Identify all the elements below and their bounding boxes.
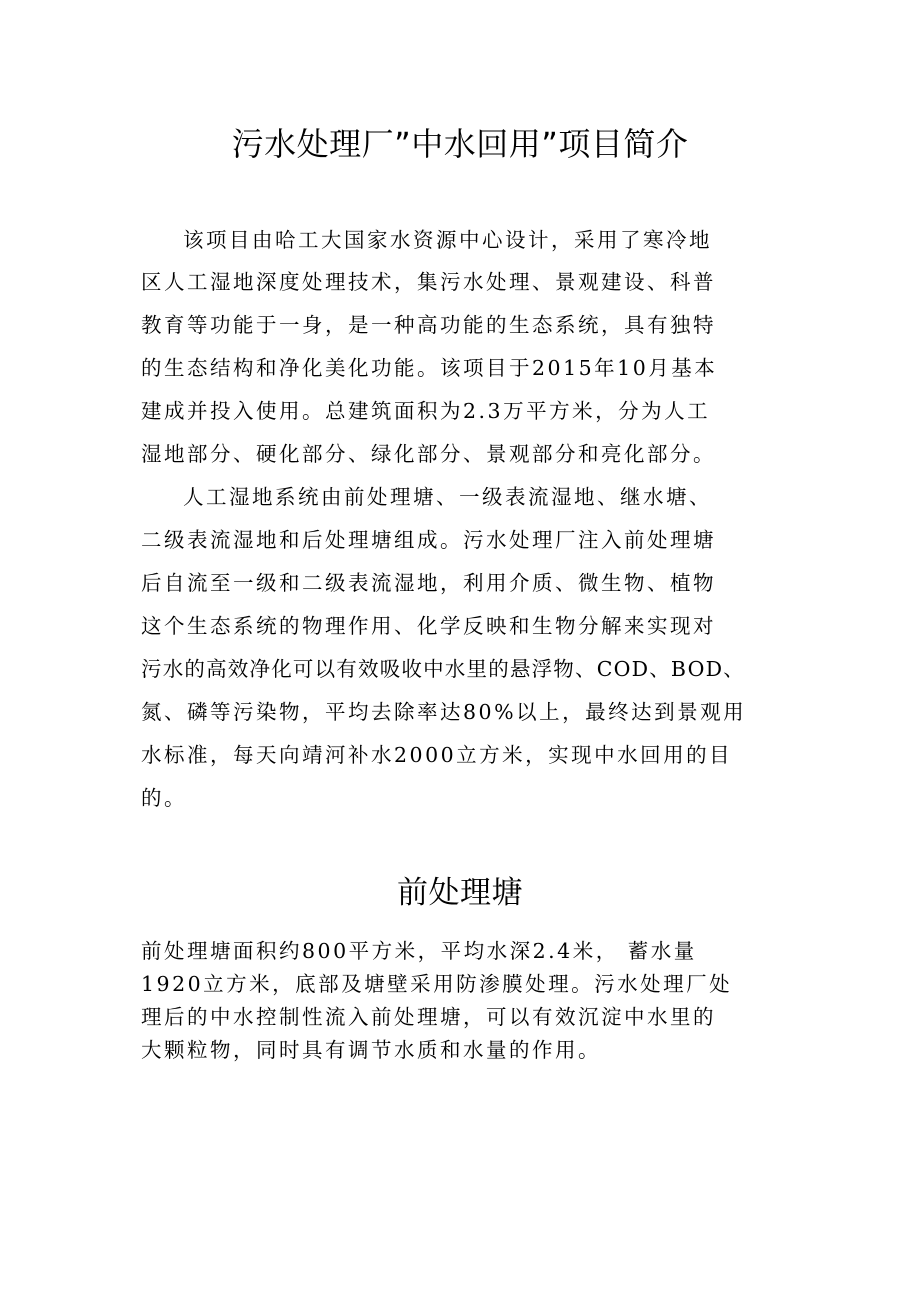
- text-line: 前处理塘面积约800平方米，平均水深2.4米， 蓄水量: [141, 939, 697, 963]
- text-line: 的生态结构和净化美化功能。该项目于2015年10月基本: [141, 356, 718, 380]
- text-line: 区人工湿地深度处理技术，集污水处理、景观建设、科普: [141, 270, 716, 294]
- text-line: 建成并投入使用。总建筑面积为2.3万平方米，分为人工: [141, 399, 711, 423]
- page-title: 污水处理厂”中水回用”项目简介: [231, 125, 689, 163]
- text-line: 氮、磷等污染物，平均去除率达80%以上，最终达到景观用: [141, 700, 747, 724]
- text-line: 水标准，每天向靖河补水2000立方米，实现中水回用的目: [141, 743, 733, 767]
- section-title: 前处理塘: [397, 875, 523, 911]
- text-line: 该项目由哈工大国家水资源中心设计，采用了寒冷地: [183, 228, 712, 252]
- text-line: 理后的中水控制性流入前处理塘，可以有效沉淀中水里的: [141, 1005, 716, 1029]
- text-line: 的。: [141, 786, 187, 810]
- text-line: 1920立方米，底部及塘壁采用防渗膜处理。污水处理厂处: [141, 972, 733, 996]
- text-line: 污水的高效净化可以有效吸收中水里的悬浮物、COD、BOD、: [141, 657, 745, 681]
- text-line: 教育等功能于一身，是一种高功能的生态系统，具有独特: [141, 313, 716, 337]
- text-line: 大颗粒物，同时具有调节水质和水量的作用。: [141, 1038, 601, 1062]
- text-line: 湿地部分、硬化部分、绿化部分、景观部分和亮化部分。: [141, 442, 716, 466]
- text-line: 人工湿地系统由前处理塘、一级表流湿地、继水塘、: [183, 485, 712, 509]
- text-line: 后自流至一级和二级表流湿地，利用介质、微生物、植物: [141, 571, 716, 595]
- text-line: 这个生态系统的物理作用、化学反映和生物分解来实现对: [141, 614, 716, 638]
- text-line: 二级表流湿地和后处理塘组成。污水处理厂注入前处理塘: [141, 528, 716, 552]
